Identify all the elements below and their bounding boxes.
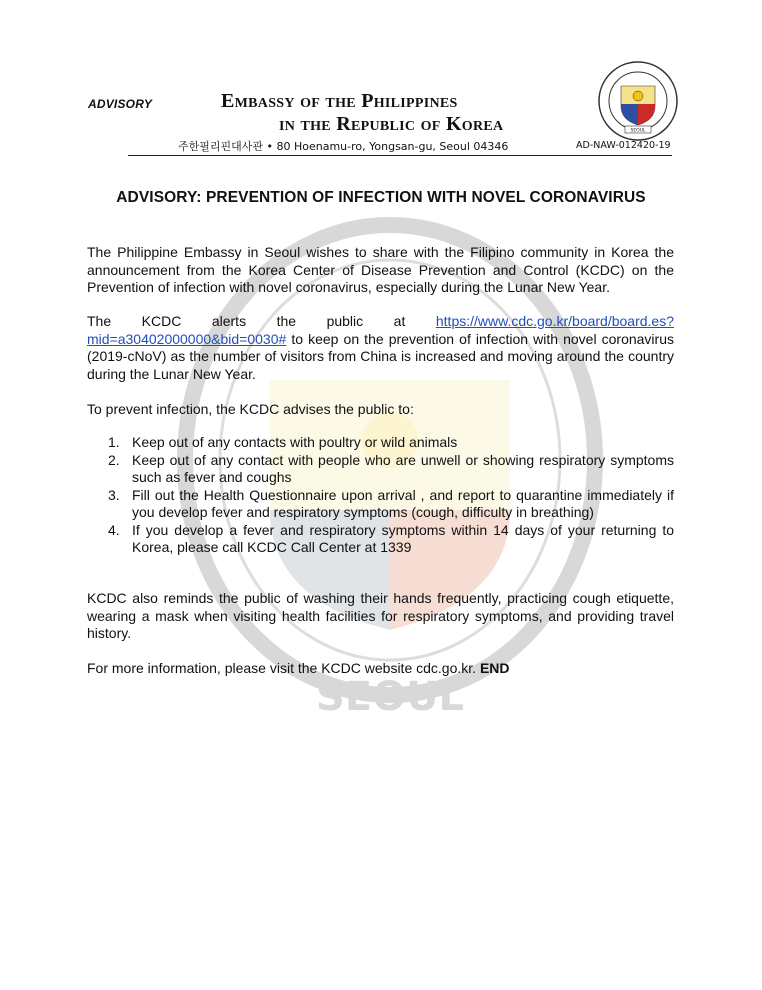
list-item-number: 3. [108, 486, 120, 503]
reference-code: AD-NAW-012420-19 [576, 140, 671, 151]
list-item-text: Fill out the Health Questionnaire upon arrival , and report to quarantine immediately if you develop fever and respiratory symptoms (cough, difficulty in breathing) [132, 486, 674, 520]
list-item [87, 434, 674, 452]
list-item-text: Keep out of any contact with people who are unwell or showing respiratory symptoms such as fever and coughs [132, 451, 674, 485]
list-item [87, 522, 674, 557]
kcdc-board-link[interactable]: https://www.cdc.go.kr/board/board.es?mid=a30402000000&bid=0030# [87, 313, 674, 347]
embassy-title-line2: in the Republic of Korea [279, 113, 504, 135]
end-mark: END [479, 660, 510, 676]
header-divider [128, 155, 672, 156]
alert-text-before: The KCDC alerts the public at [87, 313, 436, 329]
watermark-seoul-text: SEOUL [315, 674, 465, 720]
alert-text-after: to keep on the prevention of infection with novel coronavirus (2019-cNoV) as the number of visitors from China is increased and moving around the country during the Lunar New Year. [87, 330, 674, 382]
reminder-paragraph: KCDC also reminds the public of washing their hands frequently, practicing cough etiquette, wearing a mask when visiting health facilities for respiratory symptoms, and providing travel history. [87, 590, 674, 641]
prevention-list [87, 434, 674, 557]
list-item-number: 2. [108, 451, 120, 468]
seal-seoul-label: SEOUL [630, 128, 646, 134]
embassy-title-line1: Embassy of the Philippines [221, 90, 458, 112]
embassy-seal-logo [597, 60, 679, 142]
kcdc-alert-paragraph [87, 313, 674, 383]
embassy-address: 주한필리핀대사관 • 80 Hoenamu-ro, Yongsan-gu, Seoul 04346 [178, 140, 509, 153]
list-item [87, 487, 674, 522]
advisory-heading: ADVISORY: PREVENTION OF INFECTION WITH NOVEL CORONAVIRUS [116, 189, 646, 206]
list-item [87, 452, 674, 487]
prevention-intro: To prevent infection, the KCDC advises the public to: [87, 401, 414, 417]
list-item-text: Keep out of any contacts with poultry or wild animals [132, 434, 458, 450]
more-info-paragraph [87, 660, 674, 678]
advisory-tag: ADVISORY [88, 97, 153, 111]
list-item-number: 4. [108, 521, 120, 538]
intro-paragraph: The Philippine Embassy in Seoul wishes to share with the Filipino community in Korea the announcement from the Korea Center of Disease Prevention and Control (KCDC) on the Prevention of infection with novel coronavirus, especially during the Lunar New Year. [87, 244, 674, 295]
list-item-text: If you develop a fever and respiratory symptoms within 14 days of your returning to Korea, please call KCDC Call Center at 1339 [132, 521, 674, 555]
more-info-text: For more information, please visit the KCDC website cdc.go.kr. [87, 660, 480, 676]
list-item-number: 1. [108, 434, 120, 450]
